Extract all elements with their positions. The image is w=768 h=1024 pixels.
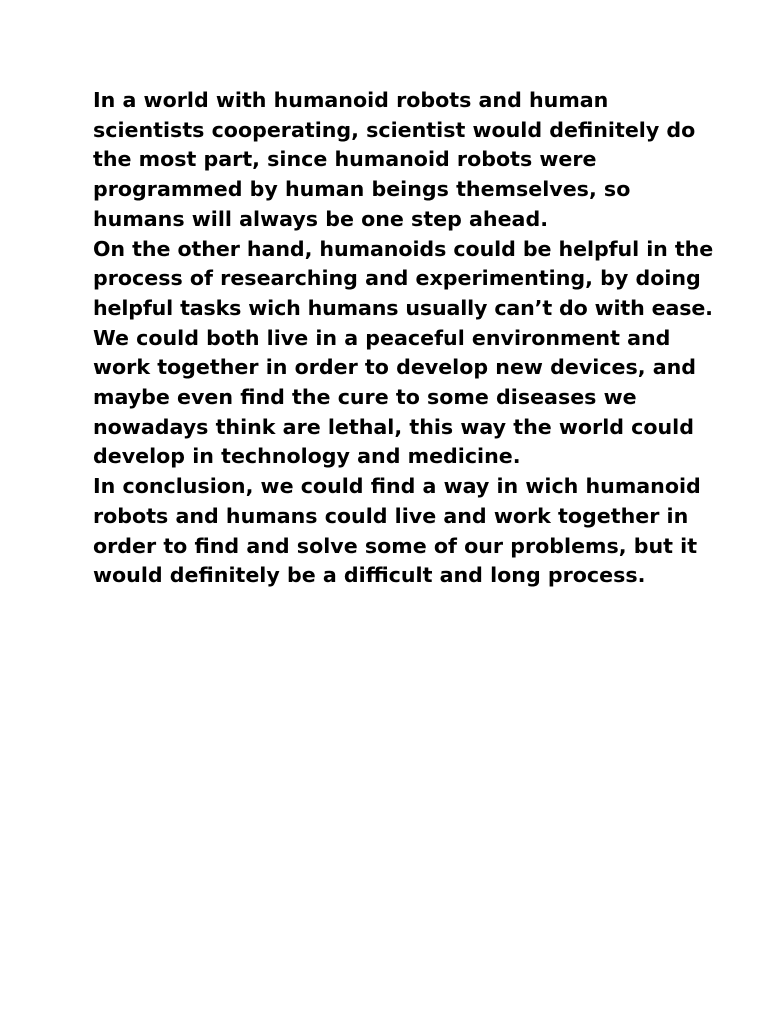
text-line: the most part, since humanoid robots were [93,147,597,172]
text-line: humans will always be one step ahead. [93,206,549,231]
text-line: maybe even find the cure to some diseases we [93,385,637,410]
text-line: robots and humans could live and work together in [93,503,689,528]
text-line: In conclusion, we could find a way in wich humanoid [93,474,701,499]
text-line: We could both live in a peaceful environment and [93,325,671,350]
essay-text [93,86,714,591]
text-line: On the other hand, humanoids could be helpful in the [93,236,714,261]
text-line: would definitely be a difficult and long process. [93,563,646,588]
text-line: order to find and solve some of our problems, but it [93,533,698,558]
text-line: programmed by human beings themselves, so [93,177,631,202]
text-line: nowadays think are lethal, this way the world could [93,414,694,439]
text-line: scientists cooperating, scientist would definitely do [93,117,696,142]
text-line: process of researching and experimenting, by doing [93,266,701,291]
text-line: develop in technology and medicine. [93,444,521,469]
text-line: helpful tasks wich humans usually can’t do with ease. [93,295,713,320]
text-line: In a world with humanoid robots and human [93,88,609,112]
text-line: work together in order to develop new devices, and [93,355,697,380]
